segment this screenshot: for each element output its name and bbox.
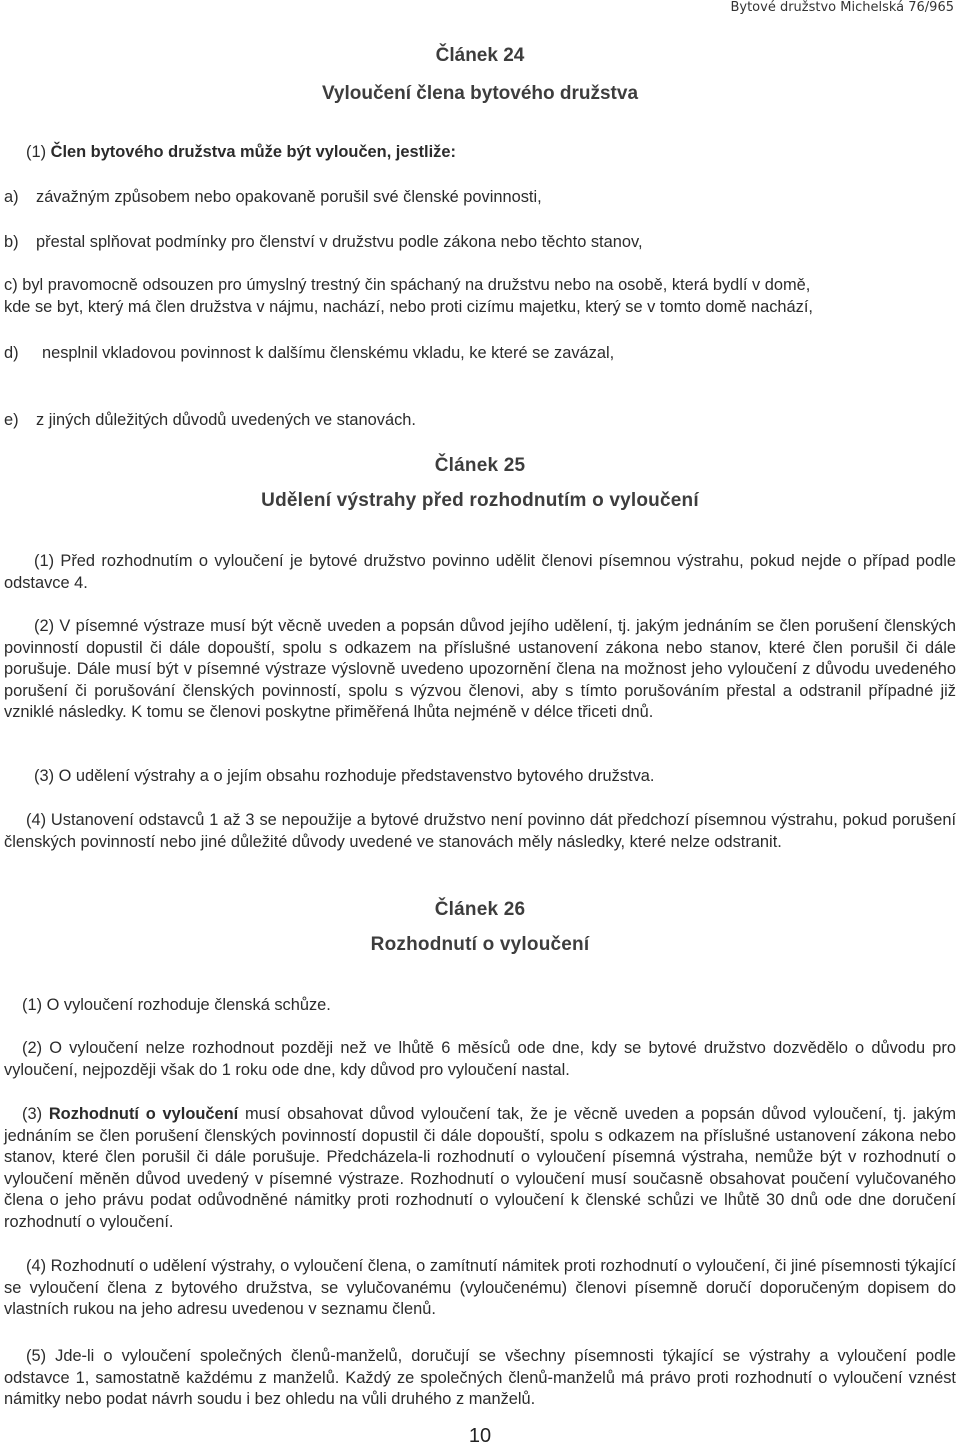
art25-paragraph-1: (1) Před rozhodnutím o vyloučení je bytové družstvo povinno udělit členovi písemnou výstrahu, pokud nejde o případ podle odstavce 4. [4,552,956,592]
art26-paragraph-1: (1) O vyloučení rozhoduje členská schůze. [22,996,331,1014]
art24-item-e [4,409,416,431]
item-d-label: d) [4,344,19,362]
art24-item-c-line1: c) byl pravomocně odsouzen pro úmyslný trestný čin spáchaný na družstvu nebo na osobě, která bydlí v domě, [4,276,811,294]
art26-paragraph-2: (2) O vyloučení nelze rozhodnout později než ve lhůtě 6 měsíců ode dne, kdy se bytové družstvo dozvědělo o důvodu pro vyloučení, nejpozději však do 1 roku ode dne, kdy důvod pro vyloučení nastal. [4,1039,956,1079]
art24-item-d [4,342,614,364]
art24-intro-number: (1) [26,143,47,161]
item-e-text: z jiných důležitých důvodů uvedených ve stanovách. [36,411,416,429]
art24-intro-text: Člen bytového družstva může být vyloučen, jestliže: [50,143,456,161]
item-e-label: e) [4,411,19,429]
art26-paragraph-4: (4) Rozhodnutí o udělení výstrahy, o vyloučení člena, o zamítnutí námitek proti rozhodnutí o vyloučení, či jiné písemnosti týkající se vyloučení člena z bytového družstva, se vylučovanému (vyloučenému) členovi písemně doručí doporučeným dopisem do vlastních rukou na jeho adresu uvedenou v seznamu členů. [4,1257,956,1319]
running-header: Bytové družstvo Michelská 76/965 [730,0,954,15]
art25-paragraph-4: (4) Ustanovení odstavců 1 až 3 se nepoužije a bytové družstvo není povinno dát předchozí písemnou výstrahu, pokud porušení členských povinností nebo jiné důležité důvody uvedené ve stanovách měly následky, které nelze odstranit. [4,811,956,851]
article-26-title: Článek 26 [434,899,526,920]
page-number: 10 [468,1425,492,1447]
art26-paragraph-5: (5) Jde-li o vyloučení společných členů-manželů, doručují se všechny písemnosti týkající se výstrahy a vyloučení podle odstavce 1, samostatně každému z manželů. Každý ze společných členů-manželů má právo proti rozhodnutí o vyloučení vznést námitky nebo podat návrh soudu i bez ohledu na vůli druhého z manželů. [4,1347,956,1409]
item-b-label: b) [4,233,19,251]
art24-item-a [4,186,542,208]
item-d-text: nesplnil vkladovou povinnost k dalšímu členskému vkladu, ke které se zavázal, [42,344,615,362]
art24-item-c-line2: kde se byt, který má člen družstva v nájmu, nachází, nebo proti cizímu majetku, který se v tomto domě nachází, [4,298,813,316]
art25-paragraph-2: (2) V písemné výstraze musí být věcně uveden a popsán důvod jejího udělení, tj. jakým jednáním se člen porušení členských povinností dopustil či dále dopouští, spolu s odkazem na příslušné ustanovení zákona nebo stanov, které člen porušil či dále porušuje. Dále musí být v písemné výstraze výslovně uvedeno upozornění člena na možnost jeho vyloučení z důvodu uvedeného porušení či porušování členských povinností, spolu s výzvou členovi, aby s tímto porušováním přestal a odstranil případné již vzniklé následky. K tomu se členovi poskytne přiměřená lhůta nejméně v délce třiceti dnů. [4,617,956,722]
art26-paragraph-3 [4,1104,956,1234]
art24-item-b [4,231,643,253]
article-25-title: Článek 25 [434,455,526,476]
article-24-title: Článek 24 [435,45,525,66]
art25-paragraph-3: (3) O udělení výstrahy a o jejím obsahu rozhoduje představenstvo bytového družstva. [34,767,655,785]
article-25-subtitle: Udělení výstrahy před rozhodnutím o vyloučení [261,490,699,511]
art26-p3-bold: Rozhodnutí o vyloučení [48,1105,239,1123]
art24-intro [26,141,456,163]
item-a-text: závažným způsobem nebo opakovaně porušil své členské povinnosti, [36,188,542,206]
item-b-text: přestal splňovat podmínky pro členství v družstvu podle zákona nebo těchto stanov, [36,233,643,251]
art26-p3-text: musí obsahovat důvod vyloučení tak, že je věcně uveden a popsán důvod vyloučení, tj. jakým jednáním se člen porušení členských povinností dopustil či dále dopouští, spolu s odkazem na příslušné ustanovení zákona nebo stanov, které člen porušil či dále porušuje. Předcházela-li rozhodnutí o vyloučení písemná výstraha, nemůže být v rozhodnutí o vyloučení měněn důvod uvedený v písemné výstraze. Rozhodnutí o vyloučení musí současně obsahovat poučení vylučovaného člena o jeho právu podat odůvodněné námitky proti rozhodnutí o vyloučení k členské schůzi ve lhůtě 30 dnů ode dne doručení rozhodnutí o vyloučení. [4,1105,956,1231]
art26-p3-number: (3) [22,1105,43,1123]
article-24-subtitle: Vyloučení člena bytového družstva [321,83,639,104]
article-26-subtitle: Rozhodnutí o vyloučení [370,934,590,955]
item-a-label: a) [4,188,19,206]
